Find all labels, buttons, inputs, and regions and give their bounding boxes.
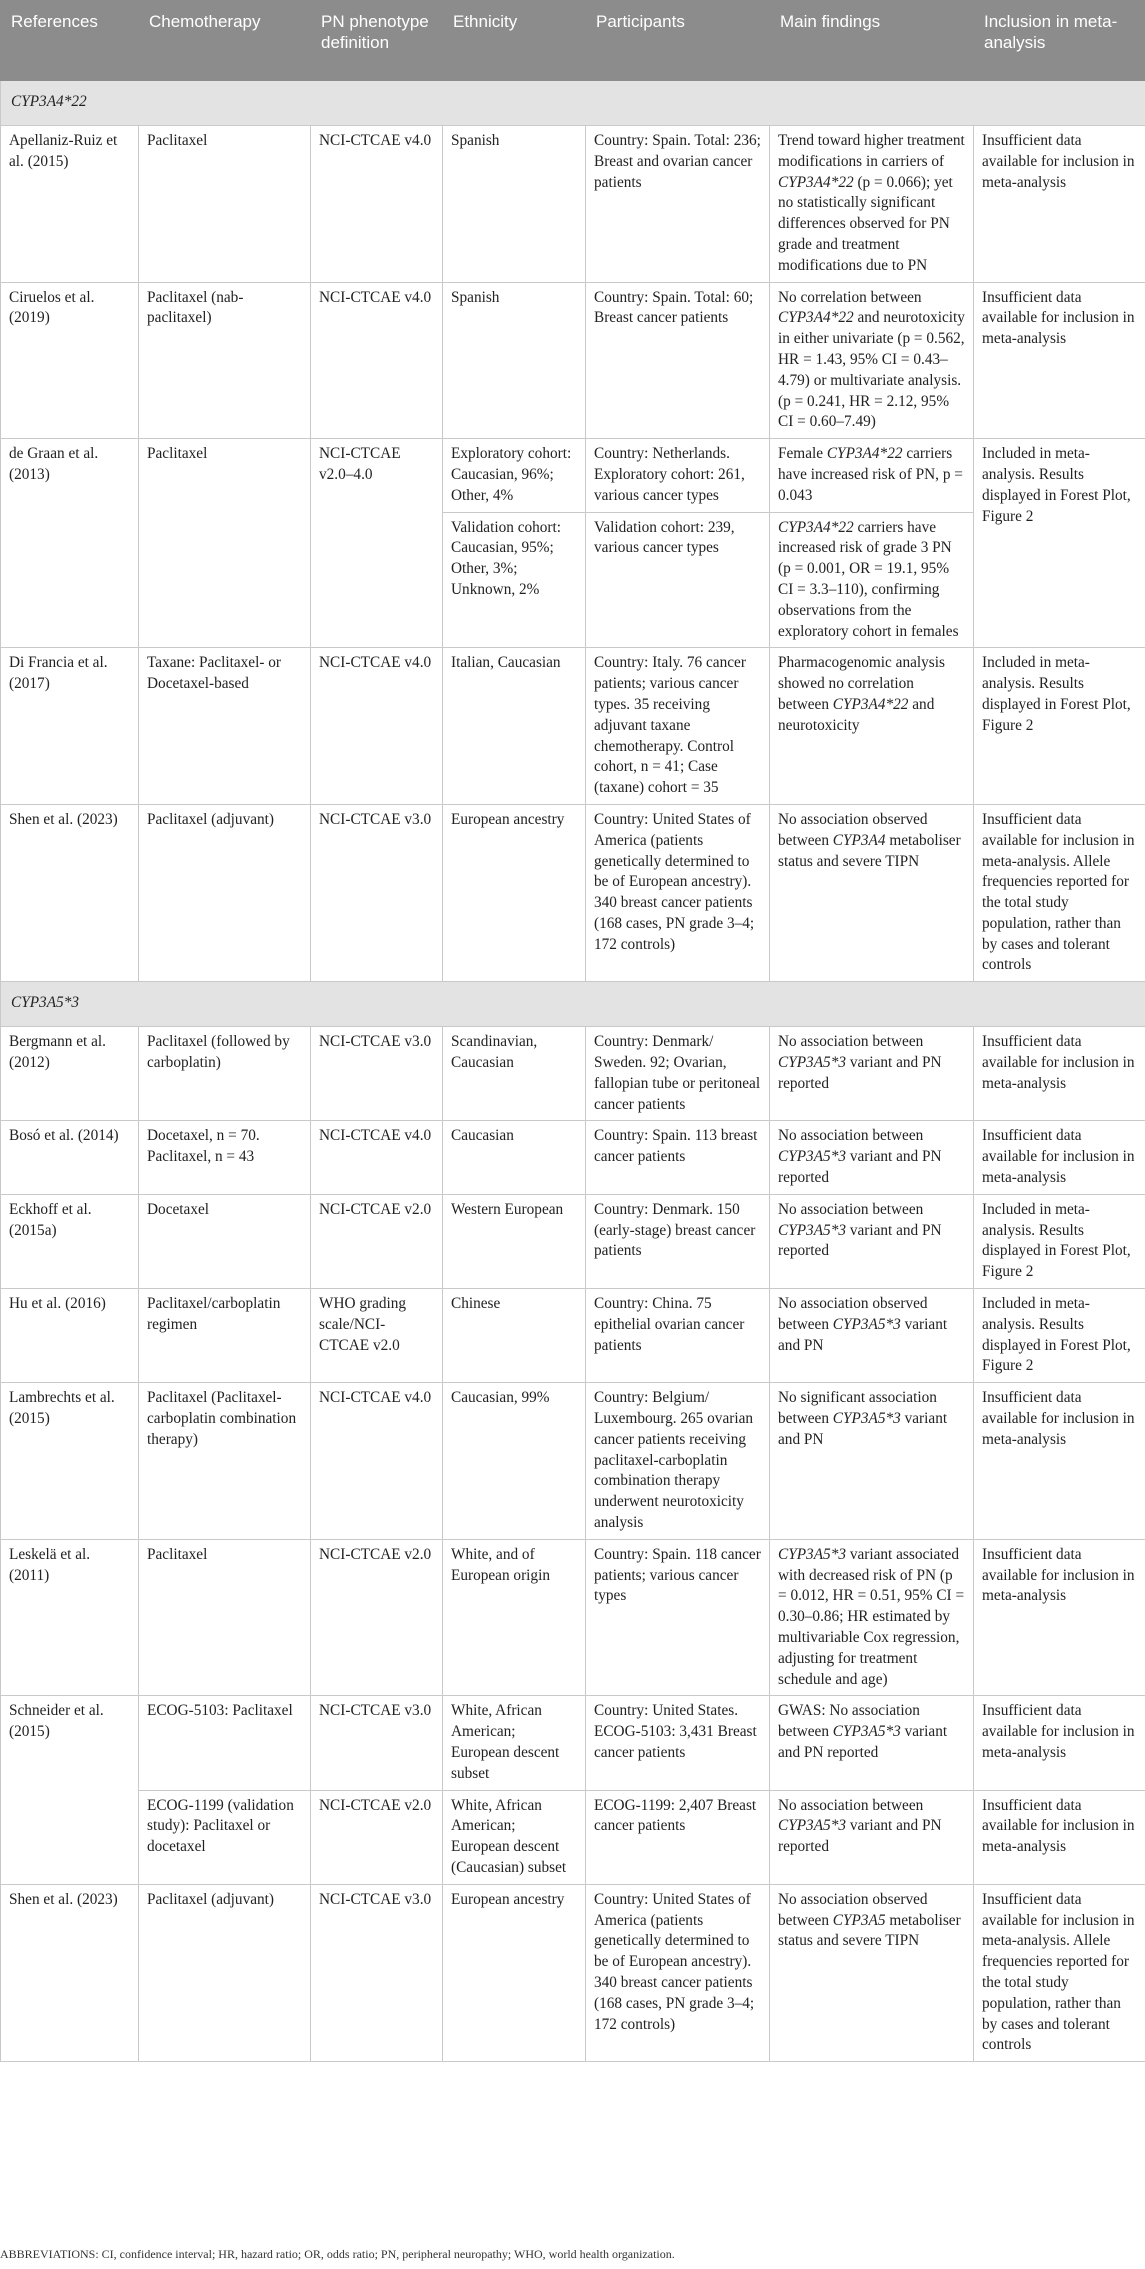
ethnicity-cell: Spanish xyxy=(443,126,586,283)
pn-definition-cell: NCI-CTCAE v4.0 xyxy=(311,282,443,439)
inclusion-cell: Included in meta-analysis. Results displayed in Forest Plot, Figure 2 xyxy=(974,1194,1145,1288)
participants-cell: Country: United States. ECOG-5103: 3,431 Breast cancer patients xyxy=(586,1696,770,1790)
ethnicity-cell: White, African American; European descent (Caucasian) subset xyxy=(443,1790,586,1884)
header-main-findings: Main findings xyxy=(770,1,974,81)
table-row xyxy=(1,126,1145,283)
inclusion-cell: Insufficient data available for inclusion in meta-analysis xyxy=(974,1383,1145,1540)
inclusion-cell: Insufficient data available for inclusion in meta-analysis xyxy=(974,1790,1145,1884)
pn-definition-cell: NCI-CTCAE v2.0 xyxy=(311,1790,443,1884)
pn-definition-cell: WHO grading scale/NCI-CTCAE v2.0 xyxy=(311,1289,443,1383)
findings-cell: No significant association between CYP3A5*3 variant and PN xyxy=(770,1383,974,1540)
gene-name: CYP3A4*22 xyxy=(778,518,854,536)
header-inclusion: Inclusion in meta-analysis xyxy=(974,1,1145,81)
gene-name: CYP3A4*22 xyxy=(778,309,854,327)
ethnicity-cell: Validation cohort: Caucasian, 95%; Other, 3%; Unknown, 2% xyxy=(443,512,586,648)
pn-definition-cell: NCI-CTCAE v4.0 xyxy=(311,1383,443,1540)
participants-cell: Country: Italy. 76 cancer patients; various cancer types. 35 receiving adjuvant taxane chemotherapy. Control cohort, n = 41; Case (taxane) cohort = 35 xyxy=(586,648,770,805)
section-title: CYP3A4*22 xyxy=(1,81,1145,126)
participants-cell: Country: Netherlands. Exploratory cohort: 261, various cancer types xyxy=(586,439,770,512)
table-row xyxy=(1,439,1145,512)
findings-cell: Trend toward higher treatment modifications in carriers of CYP3A4*22 (p = 0.066); yet no statistically significant differences observed for PN grade and treatment modifications due to PN xyxy=(770,126,974,283)
ethnicity-cell: Spanish xyxy=(443,282,586,439)
pn-definition-cell: NCI-CTCAE v3.0 xyxy=(311,1884,443,2061)
gene-name: CYP3A5 xyxy=(832,1911,886,1929)
table-row xyxy=(1,648,1145,805)
participants-cell: Country: Belgium/ Luxembourg. 265 ovarian cancer patients receiving paclitaxel-carboplatin combination therapy underwent neurotoxicity analysis xyxy=(586,1383,770,1540)
ethnicity-cell: Italian, Caucasian xyxy=(443,648,586,805)
chemotherapy-cell: Paclitaxel (Paclitaxel-carboplatin combination therapy) xyxy=(139,1383,311,1540)
ethnicity-cell: Caucasian xyxy=(443,1121,586,1194)
ethnicity-cell: European ancestry xyxy=(443,1884,586,2061)
findings-cell: No association between CYP3A5*3 variant and PN reported xyxy=(770,1121,974,1194)
ethnicity-cell: Chinese xyxy=(443,1289,586,1383)
participants-cell: ECOG-1199: 2,407 Breast cancer patients xyxy=(586,1790,770,1884)
gene-name: CYP3A5*3 xyxy=(778,1221,846,1239)
participants-cell: Country: United States of America (patients genetically determined to be of European ancestry). 340 breast cancer patients (168 cases, PN grade 3–4; 172 controls) xyxy=(586,1884,770,2061)
gene-name: CYP3A4*22 xyxy=(778,173,854,191)
pn-definition-cell: NCI-CTCAE v2.0–4.0 xyxy=(311,439,443,648)
reference-cell: Hu et al. (2016) xyxy=(1,1289,139,1383)
header-participants: Participants xyxy=(586,1,770,81)
participants-cell: Country: United States of America (patients genetically determined to be of European ancestry). 340 breast cancer patients (168 cases, PN grade 3–4; 172 controls) xyxy=(586,804,770,981)
header-references: References xyxy=(1,1,139,81)
table-row xyxy=(1,1696,1145,1790)
table-subrow xyxy=(1,1790,1145,1884)
pn-definition-cell: NCI-CTCAE v2.0 xyxy=(311,1539,443,1696)
ethnicity-cell: White, African American; European descent subset xyxy=(443,1696,586,1790)
findings-cell: No association between CYP3A5*3 variant and PN reported xyxy=(770,1027,974,1121)
participants-cell: Country: Spain. 113 breast cancer patients xyxy=(586,1121,770,1194)
inclusion-cell: Insufficient data available for inclusion in meta-analysis xyxy=(974,1027,1145,1121)
participants-cell: Country: Denmark. 150 (early-stage) breast cancer patients xyxy=(586,1194,770,1288)
pn-definition-cell: NCI-CTCAE v4.0 xyxy=(311,126,443,283)
reference-cell: Schneider et al. (2015) xyxy=(1,1696,139,1884)
reference-cell: Ciruelos et al. (2019) xyxy=(1,282,139,439)
table-row xyxy=(1,1383,1145,1540)
header-pn-phenotype-definition: PN phenotype definition xyxy=(311,1,443,81)
gene-name: CYP3A5*3 xyxy=(832,1315,901,1333)
findings-cell: GWAS: No association between CYP3A5*3 variant and PN reported xyxy=(770,1696,974,1790)
ethnicity-cell: White, and of European origin xyxy=(443,1539,586,1696)
table-row xyxy=(1,1194,1145,1288)
findings-cell: No association observed between CYP3A5 metaboliser status and severe TIPN xyxy=(770,1884,974,2061)
findings-cell: CYP3A4*22 carriers have increased risk of grade 3 PN (p = 0.001, OR = 19.1, 95% CI = 3.3–110), confirming observations from the exploratory cohort in females xyxy=(770,512,974,648)
table-row xyxy=(1,1539,1145,1696)
section-title: CYP3A5*3 xyxy=(1,982,1145,1027)
gene-name: CYP3A5*3 xyxy=(832,1410,901,1428)
participants-cell: Country: Denmark/ Sweden. 92; Ovarian, fallopian tube or peritoneal cancer patients xyxy=(586,1027,770,1121)
section-header-row xyxy=(1,81,1145,126)
participants-cell: Country: Spain. 118 cancer patients; various cancer types xyxy=(586,1539,770,1696)
table-row xyxy=(1,1121,1145,1194)
header-row xyxy=(1,1,1145,81)
section-header-row xyxy=(1,982,1145,1027)
reference-cell: Bosó et al. (2014) xyxy=(1,1121,139,1194)
gene-name: CYP3A5*3 xyxy=(832,1723,901,1741)
gene-name: CYP3A4*22 xyxy=(832,695,909,713)
reference-cell: de Graan et al. (2013) xyxy=(1,439,139,648)
participants-cell: Country: China. 75 epithelial ovarian cancer patients xyxy=(586,1289,770,1383)
findings-cell: No correlation between CYP3A4*22 and neurotoxicity in either univariate (p = 0.562, HR = 1.43, 95% CI = 0.43–4.79) or multivariate analysis. (p = 0.241, HR = 2.12, 95% CI = 0.60–7.49) xyxy=(770,282,974,439)
inclusion-cell: Insufficient data available for inclusion in meta-analysis xyxy=(974,282,1145,439)
chemotherapy-cell: Taxane: Paclitaxel- or Docetaxel-based xyxy=(139,648,311,805)
table-row xyxy=(1,282,1145,439)
ethnicity-cell: Exploratory cohort: Caucasian, 96%; Other, 4% xyxy=(443,439,586,512)
pn-definition-cell: NCI-CTCAE v4.0 xyxy=(311,1121,443,1194)
participants-cell: Validation cohort: 239, various cancer types xyxy=(586,512,770,648)
reference-cell: Shen et al. (2023) xyxy=(1,804,139,981)
table-row xyxy=(1,1027,1145,1121)
reference-cell: Leskelä et al. (2011) xyxy=(1,1539,139,1696)
findings-cell: No association between CYP3A5*3 variant and PN reported xyxy=(770,1790,974,1884)
ethnicity-cell: Caucasian, 99% xyxy=(443,1383,586,1540)
inclusion-cell: Insufficient data available for inclusion in meta-analysis xyxy=(974,126,1145,283)
reference-cell: Di Francia et al. (2017) xyxy=(1,648,139,805)
footnote: ABBREVIATIONS: CI, confidence interval; HR, hazard ratio; OR, odds ratio; PN, peripheral neuropathy; WHO, world health organization. xyxy=(0,2247,675,2261)
table-row xyxy=(1,1289,1145,1383)
participants-cell: Country: Spain. Total: 60; Breast cancer patients xyxy=(586,282,770,439)
chemotherapy-cell: Paclitaxel xyxy=(139,126,311,283)
gene-name: CYP3A5*3 xyxy=(778,1148,846,1166)
chemotherapy-cell: Paclitaxel (adjuvant) xyxy=(139,804,311,981)
chemotherapy-cell: ECOG-1199 (validation study): Paclitaxel or docetaxel xyxy=(139,1790,311,1884)
chemotherapy-cell: ECOG-5103: Paclitaxel xyxy=(139,1696,311,1790)
pn-definition-cell: NCI-CTCAE v3.0 xyxy=(311,804,443,981)
inclusion-cell: Included in meta-analysis. Results displayed in Forest Plot, Figure 2 xyxy=(974,1289,1145,1383)
ethnicity-cell: European ancestry xyxy=(443,804,586,981)
pn-definition-cell: NCI-CTCAE v2.0 xyxy=(311,1194,443,1288)
chemotherapy-cell: Paclitaxel/carboplatin regimen xyxy=(139,1289,311,1383)
pn-definition-cell: NCI-CTCAE v3.0 xyxy=(311,1696,443,1790)
gene-name: CYP3A4 xyxy=(832,831,886,849)
inclusion-cell: Included in meta-analysis. Results displayed in Forest Plot, Figure 2 xyxy=(974,648,1145,805)
chemotherapy-cell: Paclitaxel xyxy=(139,439,311,648)
reference-cell: Bergmann et al. (2012) xyxy=(1,1027,139,1121)
chemotherapy-cell: Paclitaxel xyxy=(139,1539,311,1696)
table-header xyxy=(1,1,1145,81)
inclusion-cell: Included in meta-analysis. Results displayed in Forest Plot, Figure 2 xyxy=(974,439,1145,648)
gene-name: CYP3A5*3 xyxy=(778,1054,846,1072)
gene-name: CYP3A5*3 xyxy=(778,1817,846,1835)
inclusion-cell: Insufficient data available for inclusion in meta-analysis. Allele frequencies reported for the total study population, rather than by cases and tolerant controls xyxy=(974,1884,1145,2061)
header-ethnicity: Ethnicity xyxy=(443,1,586,81)
findings-cell: No association between CYP3A5*3 variant and PN reported xyxy=(770,1194,974,1288)
findings-cell: Female CYP3A4*22 carriers have increased risk of PN, p = 0.043 xyxy=(770,439,974,512)
header-chemotherapy: Chemotherapy xyxy=(139,1,311,81)
participants-cell: Country: Spain. Total: 236; Breast and ovarian cancer patients xyxy=(586,126,770,283)
chemotherapy-cell: Docetaxel xyxy=(139,1194,311,1288)
inclusion-cell: Insufficient data available for inclusion in meta-analysis xyxy=(974,1696,1145,1790)
ethnicity-cell: Scandinavian, Caucasian xyxy=(443,1027,586,1121)
pn-definition-cell: NCI-CTCAE v4.0 xyxy=(311,648,443,805)
chemotherapy-cell: Paclitaxel (nab-paclitaxel) xyxy=(139,282,311,439)
chemotherapy-cell: Paclitaxel (followed by carboplatin) xyxy=(139,1027,311,1121)
pn-definition-cell: NCI-CTCAE v3.0 xyxy=(311,1027,443,1121)
table-body xyxy=(1,81,1145,2062)
inclusion-cell: Insufficient data available for inclusion in meta-analysis xyxy=(974,1539,1145,1696)
findings-cell: Pharmacogenomic analysis showed no correlation between CYP3A4*22 and neurotoxicity xyxy=(770,648,974,805)
chemotherapy-cell: Docetaxel, n = 70. Paclitaxel, n = 43 xyxy=(139,1121,311,1194)
ethnicity-cell: Western European xyxy=(443,1194,586,1288)
findings-cell: No association observed between CYP3A4 metaboliser status and severe TIPN xyxy=(770,804,974,981)
inclusion-cell: Insufficient data available for inclusion in meta-analysis. Allele frequencies reported for the total study population, rather than by cases and tolerant controls xyxy=(974,804,1145,981)
gene-name: CYP3A4*22 xyxy=(826,445,903,463)
findings-cell: No association observed between CYP3A5*3 variant and PN xyxy=(770,1289,974,1383)
reference-cell: Shen et al. (2023) xyxy=(1,1884,139,2061)
chemotherapy-cell: Paclitaxel (adjuvant) xyxy=(139,1884,311,2061)
reference-cell: Lambrechts et al. (2015) xyxy=(1,1383,139,1540)
table-row xyxy=(1,804,1145,981)
findings-cell: CYP3A5*3 variant associated with decreased risk of PN (p = 0.012, HR = 0.51, 95% CI = 0.30–0.86; HR estimated by multivariable Cox regression, adjusting for treatment schedule and age) xyxy=(770,1539,974,1696)
reference-cell: Eckhoff et al. (2015a) xyxy=(1,1194,139,1288)
gene-name: CYP3A5*3 xyxy=(778,1545,846,1563)
inclusion-cell: Insufficient data available for inclusion in meta-analysis xyxy=(974,1121,1145,1194)
reference-cell: Apellaniz-Ruiz et al. (2015) xyxy=(1,126,139,283)
table-row xyxy=(1,1884,1145,2061)
